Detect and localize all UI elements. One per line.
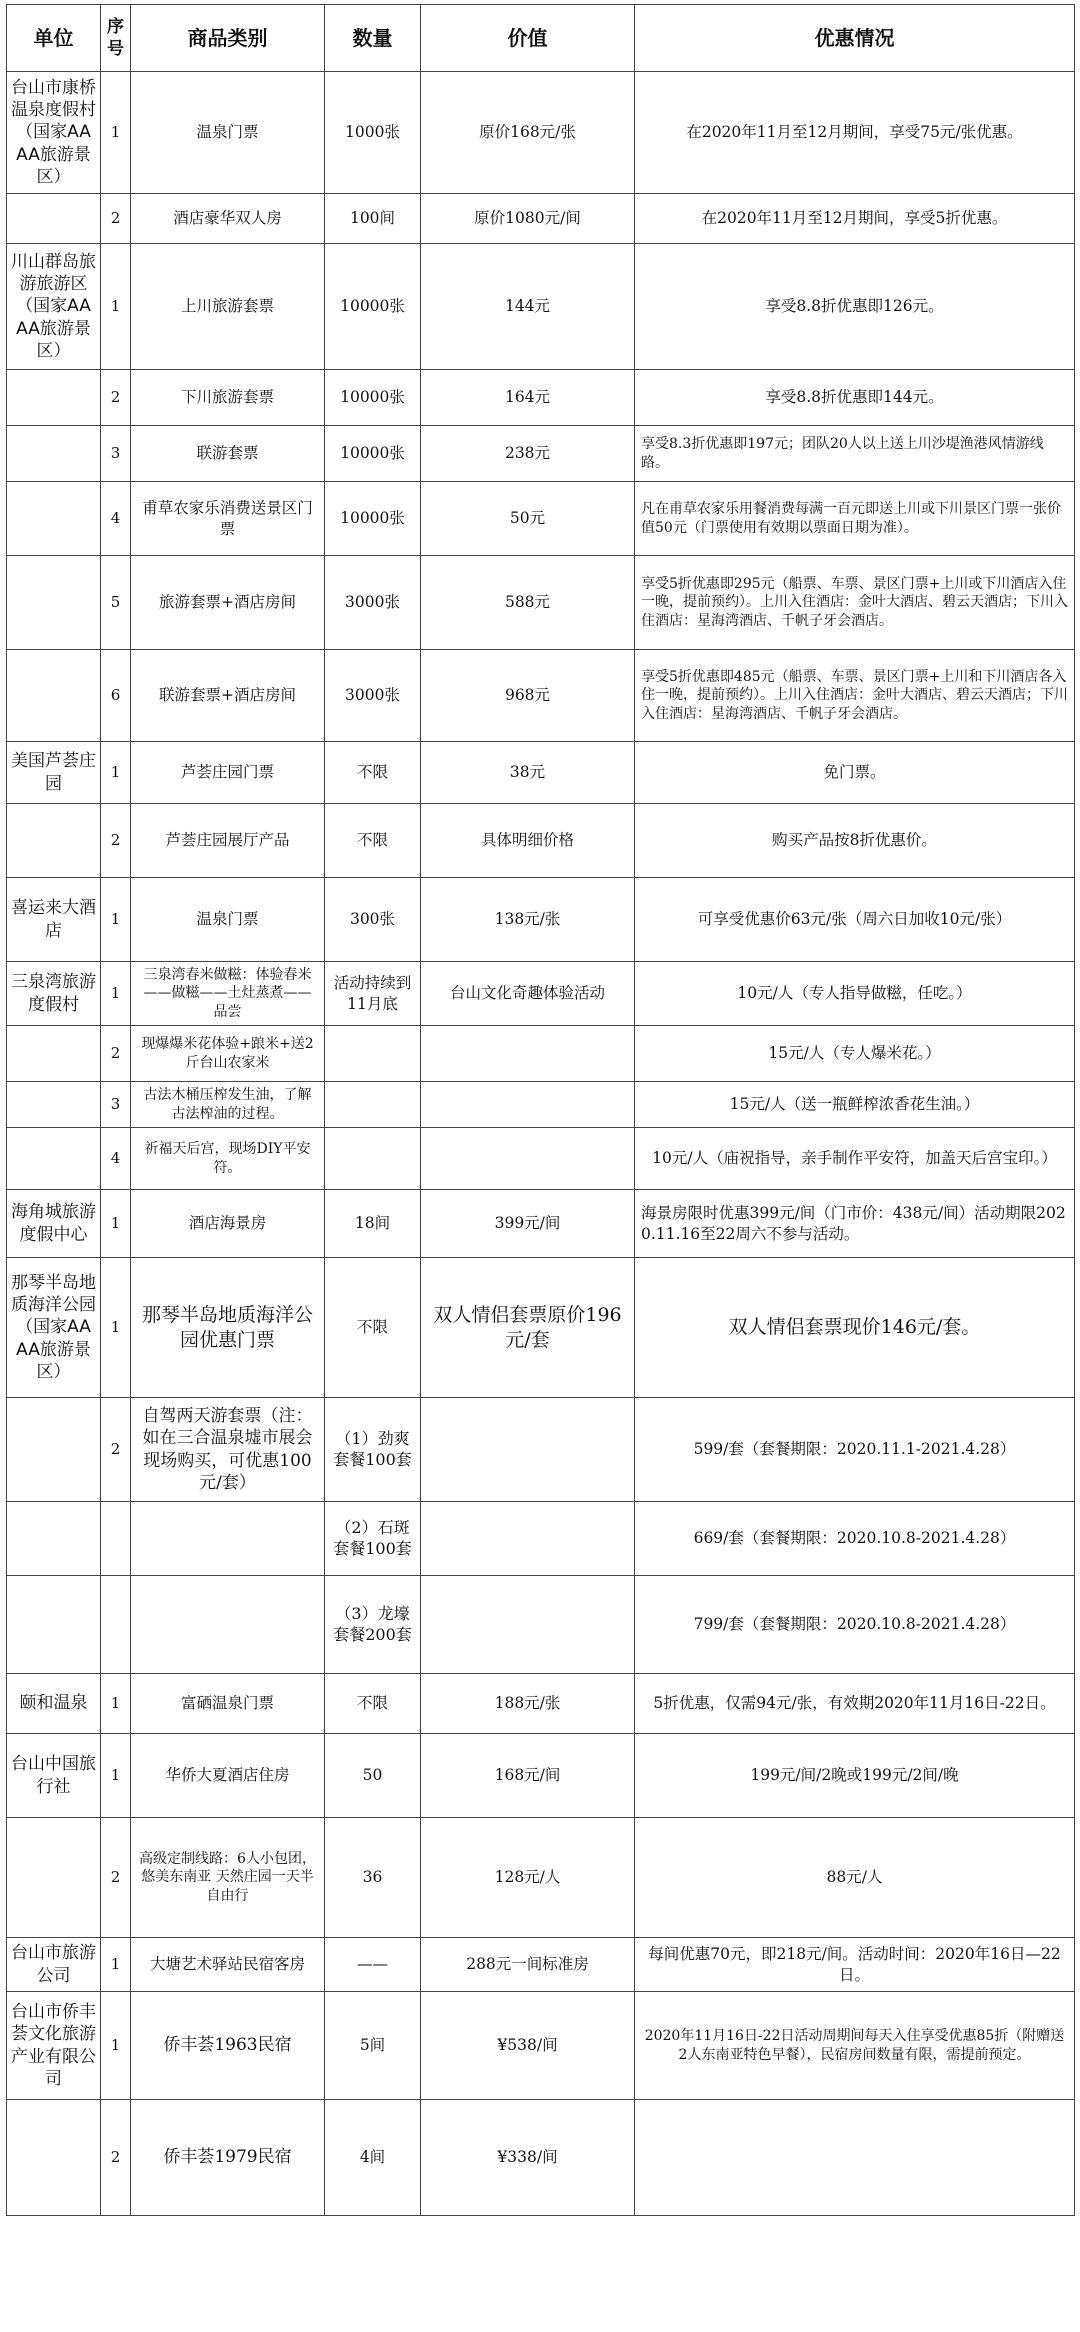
table-row [7, 878, 1075, 962]
cell-item: 那琴半岛地质海洋公园优惠门票 [131, 1258, 325, 1398]
cell-qty: 300张 [325, 878, 421, 962]
cell-no: 2 [101, 2100, 131, 2216]
cell-no: 1 [101, 878, 131, 962]
cell-price: 168元/间 [421, 1734, 635, 1818]
table-row [7, 1818, 1075, 1938]
cell-price: 188元/张 [421, 1674, 635, 1734]
table-row [7, 556, 1075, 650]
cell-price: 164元 [421, 370, 635, 426]
cell-unit: 颐和温泉 [7, 1674, 101, 1734]
table-row [7, 650, 1075, 742]
cell-item: 祈福天后宫，现场DIY平安符。 [131, 1128, 325, 1190]
cell-item: 芦荟庄园门票 [131, 742, 325, 804]
table-row [7, 742, 1075, 804]
cell-discount: 5折优惠，仅需94元/张，有效期2020年11月16日-22日。 [635, 1674, 1075, 1734]
cell-qty: 10000张 [325, 482, 421, 556]
cell-unit [7, 1398, 101, 1502]
cell-no: 2 [101, 370, 131, 426]
cell-item [131, 1502, 325, 1576]
cell-price: 588元 [421, 556, 635, 650]
cell-discount: 双人情侣套票现价146元/套。 [635, 1258, 1075, 1398]
cell-no [101, 1502, 131, 1576]
cell-item: 联游套票 [131, 426, 325, 482]
cell-no: 1 [101, 72, 131, 194]
cell-unit: 台山中国旅行社 [7, 1734, 101, 1818]
cell-item: 芦荟庄园展厅产品 [131, 804, 325, 878]
cell-no: 1 [101, 1992, 131, 2100]
header-row [7, 5, 1075, 72]
cell-no: 6 [101, 650, 131, 742]
cell-price: ¥338/间 [421, 2100, 635, 2216]
table-row [7, 244, 1075, 370]
cell-no: 1 [101, 1258, 131, 1398]
cell-price: 原价168元/张 [421, 72, 635, 194]
cell-item: 上川旅游套票 [131, 244, 325, 370]
cell-discount: 每间优惠70元，即218元/间。活动时间：2020年16日—22日。 [635, 1938, 1075, 1992]
table-row [7, 1502, 1075, 1576]
cell-unit: 台山市侨丰荟文化旅游产业有限公司 [7, 1992, 101, 2100]
cell-no: 1 [101, 1674, 131, 1734]
cell-item: 现爆爆米花体验+踉米+送2斤台山农家米 [131, 1026, 325, 1082]
table-row [7, 1734, 1075, 1818]
cell-price [421, 1128, 635, 1190]
cell-qty: 活动持续到11月底 [325, 962, 421, 1026]
cell-price: 128元/人 [421, 1818, 635, 1938]
cell-no: 1 [101, 1190, 131, 1258]
cell-unit [7, 482, 101, 556]
cell-unit: 美国芦荟庄园 [7, 742, 101, 804]
cell-qty: （2）石斑套餐100套 [325, 1502, 421, 1576]
cell-item: 甫草农家乐消费送景区门票 [131, 482, 325, 556]
cell-discount: 2020年11月16日-22日活动周期间每天入住享受优惠85折（附赠送2人东南亚特色早餐），民宿房间数量有限，需提前预定。 [635, 1992, 1075, 2100]
cell-item: 高级定制线路：6人小包团，悠美东南亚 天然庄园一天半自由行 [131, 1818, 325, 1938]
table-row [7, 1190, 1075, 1258]
cell-discount: 享受5折优惠即295元（船票、车票、景区门票+上川或下川酒店入住一晚，提前预约）。上川入住酒店：金叶大酒店、碧云天酒店；下川入住酒店：星海湾酒店、千帆子牙会酒店。 [635, 556, 1075, 650]
table-row [7, 1398, 1075, 1502]
cell-unit [7, 556, 101, 650]
table-row [7, 1992, 1075, 2100]
cell-qty: （3）龙壕套餐200套 [325, 1576, 421, 1674]
cell-price: 双人情侣套票原价196元/套 [421, 1258, 635, 1398]
table-row [7, 1026, 1075, 1082]
cell-discount: 199元/间/2晚或199元/2间/晚 [635, 1734, 1075, 1818]
cell-item: 富硒温泉门票 [131, 1674, 325, 1734]
cell-qty [325, 1082, 421, 1128]
table-row [7, 194, 1075, 244]
cell-item: 华侨大夏酒店住房 [131, 1734, 325, 1818]
cell-price: 50元 [421, 482, 635, 556]
cell-item: 酒店豪华双人房 [131, 194, 325, 244]
cell-qty: 4间 [325, 2100, 421, 2216]
cell-qty [325, 1026, 421, 1082]
cell-item: 联游套票+酒店房间 [131, 650, 325, 742]
cell-price: 台山文化奇趣体验活动 [421, 962, 635, 1026]
discount-table-sheet [6, 4, 1074, 2216]
cell-item: 温泉门票 [131, 72, 325, 194]
cell-qty: 10000张 [325, 244, 421, 370]
cell-qty: 10000张 [325, 426, 421, 482]
cell-no: 1 [101, 1938, 131, 1992]
cell-unit: 那琴半岛地质海洋公园（国家AAAA旅游景区） [7, 1258, 101, 1398]
table-row [7, 804, 1075, 878]
cell-qty: 3000张 [325, 556, 421, 650]
cell-price: 原价1080元/间 [421, 194, 635, 244]
table-row [7, 482, 1075, 556]
cell-no: 2 [101, 194, 131, 244]
cell-price [421, 1026, 635, 1082]
cell-no: 5 [101, 556, 131, 650]
cell-price [421, 1082, 635, 1128]
cell-price: 968元 [421, 650, 635, 742]
cell-discount: 669/套（套餐期限：2020.10.8-2021.4.28） [635, 1502, 1075, 1576]
cell-qty: 10000张 [325, 370, 421, 426]
table-row [7, 426, 1075, 482]
cell-discount: 599/套（套餐期限：2020.11.1-2021.4.28） [635, 1398, 1075, 1502]
cell-qty: 5间 [325, 1992, 421, 2100]
table-row [7, 72, 1075, 194]
cell-unit [7, 426, 101, 482]
cell-no: 1 [101, 244, 131, 370]
cell-discount: 享受8.3折优惠即197元；团队20人以上送上川沙堤渔港风情游线路。 [635, 426, 1075, 482]
cell-price: ¥538/间 [421, 1992, 635, 2100]
cell-qty: 18间 [325, 1190, 421, 1258]
cell-discount: 799/套（套餐期限：2020.10.8-2021.4.28） [635, 1576, 1075, 1674]
cell-item: 侨丰荟1979民宿 [131, 2100, 325, 2216]
cell-item: 三泉湾春米做糍：体验春米——做糍——土灶蒸煮——品尝 [131, 962, 325, 1026]
table-row [7, 1258, 1075, 1398]
cell-qty: 不限 [325, 742, 421, 804]
cell-price: 288元一间标准房 [421, 1938, 635, 1992]
table-row [7, 962, 1075, 1026]
cell-no: 3 [101, 426, 131, 482]
cell-unit [7, 194, 101, 244]
header-discount: 优惠情况 [635, 5, 1075, 72]
cell-unit: 台山市康桥温泉度假村（国家AAAA旅游景区） [7, 72, 101, 194]
cell-no: 1 [101, 742, 131, 804]
cell-qty: 不限 [325, 1674, 421, 1734]
cell-price: 具体明细价格 [421, 804, 635, 878]
cell-price: 144元 [421, 244, 635, 370]
cell-unit: 三泉湾旅游度假村 [7, 962, 101, 1026]
cell-no: 4 [101, 482, 131, 556]
cell-qty: 不限 [325, 1258, 421, 1398]
cell-discount: 15元/人（送一瓶鲜榨浓香花生油。） [635, 1082, 1075, 1128]
cell-discount: 购买产品按8折优惠价。 [635, 804, 1075, 878]
cell-price [421, 1502, 635, 1576]
cell-qty: 50 [325, 1734, 421, 1818]
cell-qty: —— [325, 1938, 421, 1992]
cell-discount: 在2020年11月至12月期间，享受5折优惠。 [635, 194, 1075, 244]
cell-discount [635, 2100, 1075, 2216]
cell-qty: 100间 [325, 194, 421, 244]
cell-price: 138元/张 [421, 878, 635, 962]
cell-price [421, 1398, 635, 1502]
cell-discount: 享受5折优惠即485元（船票、车票、景区门票+上川和下川酒店各入住一晚，提前预约）。上川入住酒店：金叶大酒店、碧云天酒店；下川入住酒店：星海湾酒店、千帆子牙会酒店。 [635, 650, 1075, 742]
cell-discount: 免门票。 [635, 742, 1075, 804]
cell-unit [7, 804, 101, 878]
header-unit: 单位 [7, 5, 101, 72]
cell-unit: 台山市旅游公司 [7, 1938, 101, 1992]
cell-price: 38元 [421, 742, 635, 804]
cell-no: 2 [101, 1026, 131, 1082]
cell-item: 古法木桶压榨发生油，了解古法榨油的过程。 [131, 1082, 325, 1128]
cell-unit: 川山群岛旅游旅游区（国家AAAA旅游景区） [7, 244, 101, 370]
cell-qty [325, 1128, 421, 1190]
cell-item: 旅游套票+酒店房间 [131, 556, 325, 650]
table-row [7, 2100, 1075, 2216]
header-no: 序号 [101, 5, 131, 72]
cell-qty: 不限 [325, 804, 421, 878]
cell-unit [7, 2100, 101, 2216]
cell-no: 4 [101, 1128, 131, 1190]
cell-unit [7, 1818, 101, 1938]
cell-qty: 36 [325, 1818, 421, 1938]
cell-no [101, 1576, 131, 1674]
cell-item [131, 1576, 325, 1674]
cell-unit [7, 650, 101, 742]
cell-unit [7, 1576, 101, 1674]
cell-item: 侨丰荟1963民宿 [131, 1992, 325, 2100]
table-row [7, 1082, 1075, 1128]
cell-unit [7, 370, 101, 426]
cell-no: 1 [101, 1734, 131, 1818]
cell-discount: 凡在甫草农家乐用餐消费每满一百元即送上川或下川景区门票一张价值50元（门票使用有效期以票面日期为准）。 [635, 482, 1075, 556]
cell-discount: 海景房限时优惠399元/间（门市价：438元/间）活动期限2020.11.16至22周六不参与活动。 [635, 1190, 1075, 1258]
cell-price: 399元/间 [421, 1190, 635, 1258]
cell-unit: 海角城旅游度假中心 [7, 1190, 101, 1258]
cell-discount: 在2020年11月至12月期间，享受75元/张优惠。 [635, 72, 1075, 194]
cell-discount: 可享受优惠价63元/张（周六日加收10元/张） [635, 878, 1075, 962]
cell-item: 温泉门票 [131, 878, 325, 962]
table-row [7, 1674, 1075, 1734]
table-row [7, 1128, 1075, 1190]
discount-table [6, 4, 1075, 2216]
cell-qty: 3000张 [325, 650, 421, 742]
table-row [7, 1576, 1075, 1674]
cell-unit [7, 1502, 101, 1576]
header-qty: 数量 [325, 5, 421, 72]
cell-unit [7, 1128, 101, 1190]
cell-discount: 享受8.8折优惠即144元。 [635, 370, 1075, 426]
cell-discount: 享受8.8折优惠即126元。 [635, 244, 1075, 370]
table-row [7, 1938, 1075, 1992]
cell-discount: 88元/人 [635, 1818, 1075, 1938]
cell-unit [7, 1026, 101, 1082]
cell-discount: 10元/人（专人指导做糍，任吃。） [635, 962, 1075, 1026]
cell-price: 238元 [421, 426, 635, 482]
cell-unit: 喜运来大酒店 [7, 878, 101, 962]
cell-qty: 1000张 [325, 72, 421, 194]
cell-no: 1 [101, 962, 131, 1026]
header-item: 商品类别 [131, 5, 325, 72]
cell-no: 2 [101, 1818, 131, 1938]
cell-unit [7, 1082, 101, 1128]
table-row [7, 370, 1075, 426]
cell-item: 自驾两天游套票（注：如在三合温泉墟市展会现场购买，可优惠100元/套） [131, 1398, 325, 1502]
cell-no: 3 [101, 1082, 131, 1128]
cell-item: 大塘艺术驿站民宿客房 [131, 1938, 325, 1992]
cell-no: 2 [101, 1398, 131, 1502]
cell-price [421, 1576, 635, 1674]
cell-item: 下川旅游套票 [131, 370, 325, 426]
header-price: 价值 [421, 5, 635, 72]
cell-qty: （1）劲爽套餐100套 [325, 1398, 421, 1502]
cell-item: 酒店海景房 [131, 1190, 325, 1258]
cell-discount: 10元/人（庙祝指导，亲手制作平安符，加盖天后宫宝印。） [635, 1128, 1075, 1190]
cell-discount: 15元/人（专人爆米花。） [635, 1026, 1075, 1082]
cell-no: 2 [101, 804, 131, 878]
